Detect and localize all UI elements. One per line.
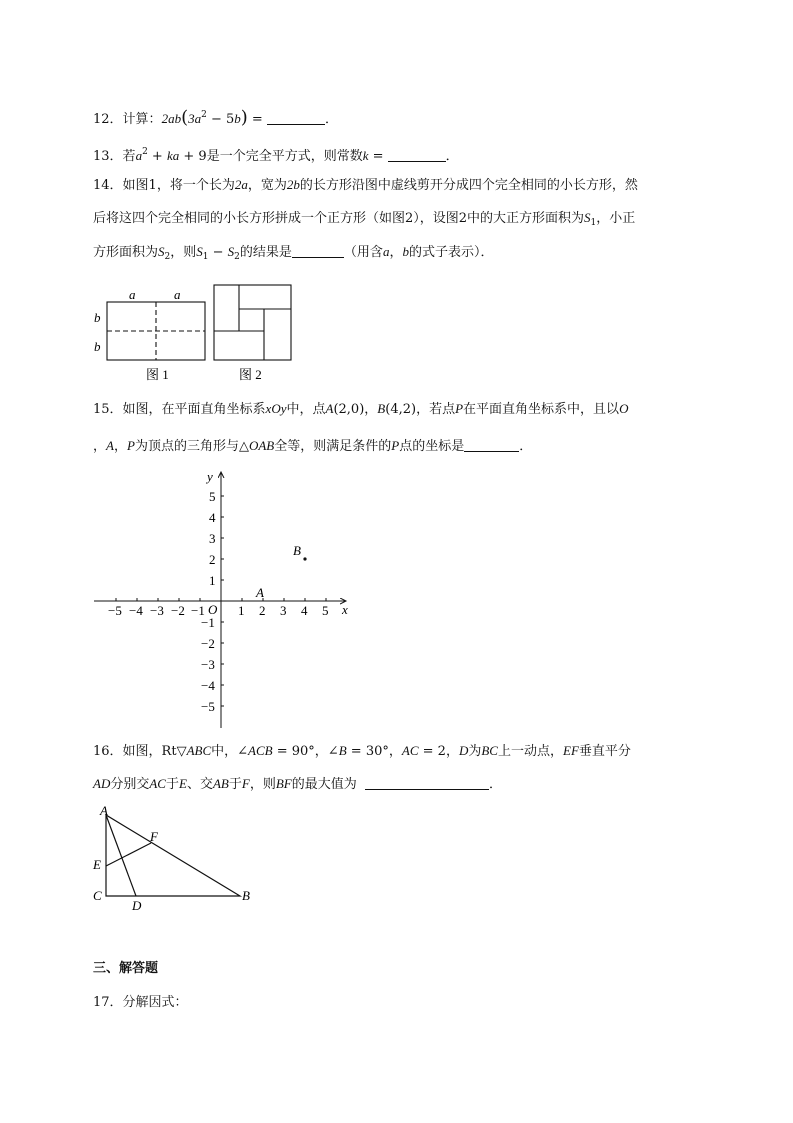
triangle-figure bbox=[88, 804, 268, 914]
math: A bbox=[325, 401, 334, 416]
question-text: 的式子表示）． bbox=[408, 245, 494, 260]
punctuation: ， bbox=[364, 402, 378, 417]
math: 2 bbox=[161, 111, 169, 126]
question-text: 的长方形沿图中虚线剪开分成四个完全相同的小长方形，然 bbox=[299, 178, 638, 193]
fig1-label-b: b bbox=[94, 339, 101, 354]
question-17: 17．分解因式： bbox=[93, 995, 188, 1010]
figure-2 bbox=[214, 285, 291, 382]
math: 2 bbox=[164, 252, 171, 262]
question-text: 方形面积为 bbox=[93, 245, 159, 260]
math: − bbox=[208, 245, 228, 260]
label-c: C bbox=[93, 888, 102, 903]
question-16-line-1 bbox=[93, 742, 631, 761]
x-tick-label: −4 bbox=[129, 603, 143, 618]
question-text: 在平面直角坐标系中，且以 bbox=[463, 402, 620, 417]
punctuation: ， bbox=[93, 439, 107, 454]
x-tick-label: −1 bbox=[191, 603, 205, 618]
section-title: 三、解答题 bbox=[93, 961, 159, 976]
y-tick-label: 4 bbox=[209, 510, 216, 525]
question-text: 的最大值为 bbox=[291, 777, 357, 792]
question-14-line-2 bbox=[93, 209, 635, 232]
question-text: 16．如图， bbox=[93, 744, 162, 759]
question-text: ，则 bbox=[249, 777, 276, 792]
point-b-label: B bbox=[293, 543, 301, 558]
question-text: ，则 bbox=[170, 245, 197, 260]
math: S bbox=[196, 244, 203, 259]
question-text: （用含 bbox=[343, 245, 383, 260]
math: B bbox=[377, 401, 386, 416]
math: 2b bbox=[286, 177, 300, 192]
question-text: 于 bbox=[228, 777, 242, 792]
answer-blank[interactable] bbox=[365, 776, 489, 790]
math: 1 bbox=[590, 218, 597, 228]
math: b bbox=[234, 111, 241, 126]
question-text: 为 bbox=[468, 744, 482, 759]
y-tick-label: 2 bbox=[209, 552, 216, 567]
question-text: ，∠ bbox=[314, 744, 339, 759]
math: O bbox=[619, 401, 629, 416]
question-14-line-1 bbox=[93, 176, 638, 195]
math: (2,0) bbox=[333, 402, 365, 417]
answer-blank[interactable] bbox=[292, 244, 344, 258]
question-text: 是一个完全平方式，则常数 bbox=[206, 149, 363, 164]
math: 2 bbox=[234, 252, 240, 262]
question-text: 于 bbox=[165, 777, 179, 792]
punctuation: ， bbox=[445, 744, 459, 759]
y-tick-label: −1 bbox=[201, 615, 215, 630]
label-e: E bbox=[93, 857, 101, 872]
math: S bbox=[227, 244, 235, 259]
segment-ad bbox=[106, 815, 136, 896]
math: P bbox=[391, 438, 400, 453]
x-tick-label: 3 bbox=[280, 603, 287, 618]
math: P bbox=[126, 438, 135, 453]
math: B bbox=[338, 743, 347, 758]
fig1-label-a: a bbox=[174, 287, 181, 302]
x-tick-label: 5 bbox=[322, 603, 329, 618]
math: = 90° bbox=[272, 744, 315, 759]
question-text: 中，点 bbox=[286, 402, 326, 417]
math: − 5 bbox=[206, 112, 235, 127]
y-tick-label: −4 bbox=[201, 678, 215, 693]
punctuation: ． bbox=[519, 439, 533, 454]
math: S bbox=[158, 244, 165, 259]
q14-figures bbox=[88, 282, 308, 384]
label-d: D bbox=[132, 898, 142, 913]
point-b bbox=[303, 557, 306, 560]
coordinate-plane bbox=[90, 466, 360, 730]
answer-blank[interactable] bbox=[388, 148, 446, 162]
question-15-line-2 bbox=[93, 437, 532, 456]
y-tick-label: 5 bbox=[209, 489, 216, 504]
math: 1 bbox=[202, 252, 209, 262]
x-tick-label: 4 bbox=[301, 603, 308, 618]
fig2-caption: 图 2 bbox=[239, 367, 262, 382]
question-text: 中，∠ bbox=[211, 744, 249, 759]
math: a bbox=[135, 148, 143, 163]
punctuation: ， bbox=[388, 744, 402, 759]
question-text: 、交 bbox=[186, 777, 213, 792]
question-text: 15．如图，在平面直角坐标系 bbox=[93, 402, 266, 417]
question-text: 计算： bbox=[122, 112, 162, 127]
x-tick-label: −3 bbox=[150, 603, 164, 618]
math: S bbox=[584, 210, 591, 225]
math: F bbox=[241, 776, 250, 791]
math: a bbox=[382, 244, 390, 259]
question-text: 上一动点， bbox=[497, 744, 563, 759]
y-tick-label: 3 bbox=[209, 531, 216, 546]
question-text: 14．如图1，将一个长为 bbox=[93, 178, 235, 193]
math: 3a bbox=[188, 111, 202, 126]
math: A bbox=[106, 438, 114, 453]
math: P bbox=[455, 401, 464, 416]
punctuation: ， bbox=[389, 245, 403, 260]
question-14-line-3 bbox=[93, 243, 493, 266]
math: OAB bbox=[248, 438, 275, 453]
x-axis-label: x bbox=[342, 602, 348, 617]
question-text: 垂直平分 bbox=[578, 744, 631, 759]
math: AC bbox=[401, 743, 419, 758]
math: xOy bbox=[265, 401, 287, 416]
question-15-line-1 bbox=[93, 400, 628, 419]
question-16-line-2 bbox=[93, 775, 502, 794]
question-text: 全等，则满足条件的 bbox=[274, 439, 392, 454]
math: b bbox=[402, 244, 409, 259]
punctuation: ． bbox=[489, 777, 503, 792]
math: D bbox=[458, 743, 469, 758]
math: k bbox=[362, 148, 369, 163]
math: = bbox=[368, 149, 388, 164]
fig1-label-b: b bbox=[94, 310, 101, 325]
question-text: 点的坐标是 bbox=[399, 439, 465, 454]
y-tick-label: −3 bbox=[201, 657, 215, 672]
question-13 bbox=[93, 143, 459, 166]
math: = bbox=[247, 112, 267, 127]
math: 2a bbox=[234, 177, 248, 192]
segment-ef bbox=[106, 843, 151, 866]
fig1-label-a: a bbox=[129, 287, 136, 302]
x-tick-label: 2 bbox=[259, 603, 266, 618]
x-tick-label: −2 bbox=[171, 603, 185, 618]
math: = 2 bbox=[418, 744, 446, 759]
math: (4,2) bbox=[385, 402, 417, 417]
y-tick-label: 1 bbox=[209, 573, 216, 588]
question-text: 后将这四个完全相同的小长方形拼成一个正方形（如图2），设图2中的大正方形面积为 bbox=[93, 211, 585, 226]
math: AB bbox=[212, 776, 229, 791]
label-a: A bbox=[100, 804, 108, 818]
math: + bbox=[147, 149, 167, 164]
math: ABC bbox=[186, 743, 212, 758]
question-text: ，若点 bbox=[416, 402, 456, 417]
question-text: 为顶点的三角形与△ bbox=[134, 439, 249, 454]
question-text: 的结果是 bbox=[239, 245, 292, 260]
math: ▽ bbox=[176, 744, 187, 759]
figure-1 bbox=[94, 287, 205, 382]
math: + 9 bbox=[179, 149, 207, 164]
math: Rt bbox=[161, 744, 177, 759]
math: ka bbox=[166, 148, 180, 163]
punctuation: ， bbox=[113, 439, 127, 454]
math: = 30° bbox=[346, 744, 389, 759]
math: BC bbox=[481, 743, 498, 758]
y-tick-label: −5 bbox=[201, 699, 215, 714]
question-text: ，小正 bbox=[596, 211, 636, 226]
math: BF bbox=[275, 776, 292, 791]
point-a-label: A bbox=[256, 585, 264, 600]
math: E bbox=[179, 776, 187, 791]
question-text: 分别交 bbox=[110, 777, 150, 792]
fig1-caption: 图 1 bbox=[146, 367, 169, 382]
x-tick-label: 1 bbox=[238, 603, 245, 618]
label-f: F bbox=[150, 829, 158, 844]
question-12: 12．计算：$2ab(3a^2 - 5b)$ = ． bbox=[93, 107, 338, 128]
question-number: 13． bbox=[93, 149, 123, 164]
math: EF bbox=[563, 743, 579, 758]
math: ACB bbox=[248, 743, 273, 758]
x-tick-label: −5 bbox=[108, 603, 122, 618]
answer-blank[interactable] bbox=[267, 111, 325, 125]
origin-label: O bbox=[208, 602, 218, 617]
punctuation: ． bbox=[445, 149, 459, 164]
punctuation: ． bbox=[324, 112, 338, 127]
y-axis-label: y bbox=[207, 469, 213, 484]
math: 2 bbox=[201, 110, 207, 120]
label-b: B bbox=[242, 888, 250, 903]
question-text: 若 bbox=[122, 149, 136, 164]
question-text: ，宽为 bbox=[247, 178, 287, 193]
question-number: 12． bbox=[93, 112, 123, 127]
math: 2 bbox=[142, 147, 148, 157]
y-tick-label: −2 bbox=[201, 636, 215, 651]
answer-blank[interactable] bbox=[464, 438, 519, 452]
math: AC bbox=[149, 776, 166, 791]
math: AD bbox=[93, 776, 111, 791]
math: ab bbox=[168, 111, 182, 126]
